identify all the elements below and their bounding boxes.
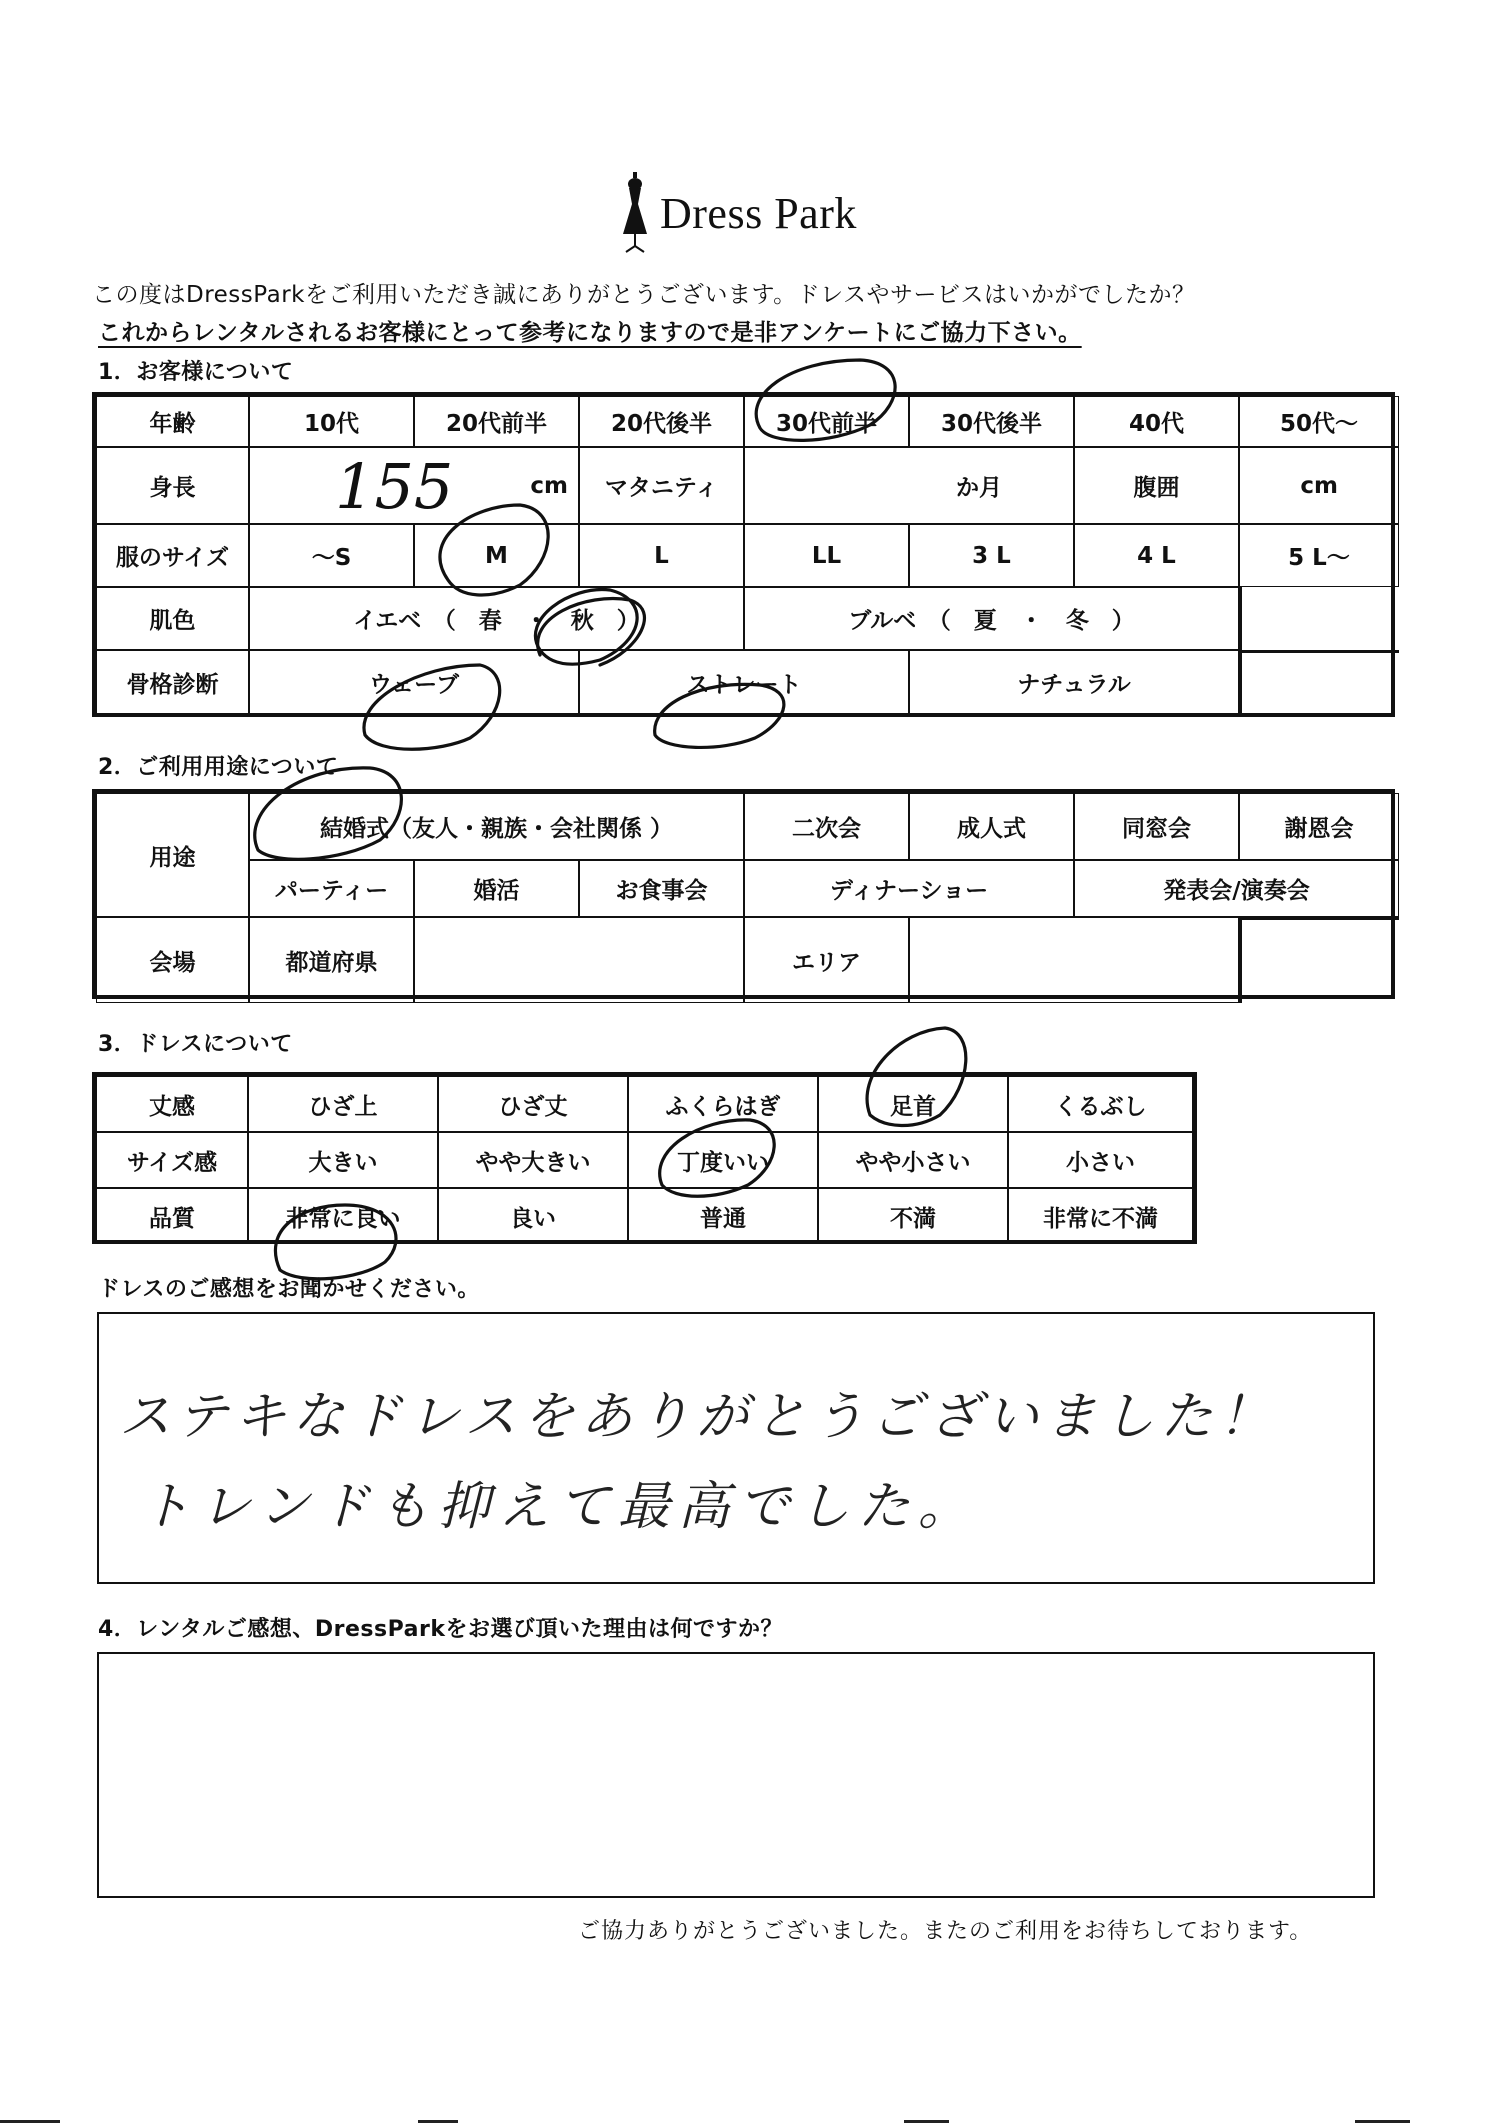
- fit-option[interactable]: やや小さい: [818, 1132, 1008, 1188]
- length-label: 丈感: [96, 1076, 248, 1132]
- age-option[interactable]: 10代: [249, 396, 414, 447]
- size-label: 服のサイズ: [96, 524, 249, 587]
- area-field[interactable]: [909, 917, 1239, 1003]
- purpose-option[interactable]: お食事会: [579, 860, 744, 917]
- fit-option-selected[interactable]: 丁度いい: [628, 1132, 818, 1188]
- height-field[interactable]: [249, 447, 579, 524]
- purpose-option[interactable]: 同窓会: [1074, 793, 1239, 860]
- section2-title: 2．ご利用用途について: [98, 755, 339, 780]
- impressions-handwritten-line2: トレンドも抑えて最高でした。: [139, 1477, 978, 1537]
- age-option[interactable]: 20代後半: [579, 396, 744, 447]
- fit-label: サイズ感: [96, 1132, 248, 1188]
- empty-cell: [1239, 650, 1399, 715]
- purpose-table: [92, 789, 1395, 999]
- size-option[interactable]: 3 L: [909, 524, 1074, 587]
- size-option[interactable]: L: [579, 524, 744, 587]
- footer-thanks: ご協力ありがとうございました。またのご利用をお待ちしております。: [578, 1919, 1313, 1944]
- skin-blue-base[interactable]: ブルベ （ 夏 ・ 冬 ）: [744, 587, 1239, 650]
- purpose-label: 用途: [96, 793, 249, 917]
- fit-option[interactable]: やや大きい: [438, 1132, 628, 1188]
- height-handwritten-value: 155: [335, 450, 454, 523]
- impressions-handwritten-line1: ステキなドレスをありがとうございました！: [119, 1387, 1277, 1447]
- size-option[interactable]: LL: [744, 524, 909, 587]
- scan-artifact: [418, 2120, 458, 2123]
- intro-request: これからレンタルされるお客様にとって参考になりますので是非アンケートにご協力下さい。: [98, 320, 1082, 346]
- prefecture-field[interactable]: [414, 917, 744, 1003]
- section4-title: 4．レンタルご感想、DressParkをお選び頂いた理由は何ですか？: [98, 1617, 783, 1642]
- venue-label: 会場: [96, 917, 249, 1003]
- waist-unit: cm: [1300, 472, 1338, 499]
- waist-field[interactable]: [1239, 447, 1399, 524]
- age-option[interactable]: 30代後半: [909, 396, 1074, 447]
- reason-box[interactable]: [97, 1652, 1375, 1898]
- skin-yellow-base[interactable]: イエベ （ 春 ・ 秋 ）: [249, 587, 744, 650]
- area-label: エリア: [744, 917, 909, 1003]
- size-option[interactable]: ～S: [249, 524, 414, 587]
- fit-option[interactable]: 小さい: [1008, 1132, 1193, 1188]
- body-type-wave[interactable]: ウェーブ: [249, 650, 579, 715]
- size-option-selected[interactable]: M: [414, 524, 579, 587]
- scan-artifact: [1355, 2120, 1410, 2123]
- brand-name: Dress Park: [660, 188, 857, 238]
- brand-logo: [620, 168, 857, 258]
- age-option[interactable]: 20代前半: [414, 396, 579, 447]
- impressions-label: ドレスのご感想をお聞かせください。: [98, 1277, 480, 1302]
- impressions-box[interactable]: [97, 1312, 1375, 1584]
- customer-table: [92, 392, 1395, 717]
- height-unit: cm: [530, 472, 568, 499]
- body-type-label: 骨格診断: [96, 650, 249, 715]
- purpose-option[interactable]: 婚活: [414, 860, 579, 917]
- dress-mannequin-icon: [620, 172, 650, 254]
- scan-artifact: [904, 2120, 949, 2123]
- intro-text: この度はDressParkをご利用いただき誠にありがとうございます。ドレスやサービスはいかがでしたか？: [92, 282, 1196, 308]
- quality-option-selected[interactable]: 非常に良い: [248, 1188, 438, 1244]
- length-option-selected[interactable]: 足首: [818, 1076, 1008, 1132]
- dress-table: [92, 1072, 1197, 1244]
- age-label: 年齢: [96, 396, 249, 447]
- scan-artifact: [0, 2120, 60, 2123]
- prefecture-label: 都道府県: [249, 917, 414, 1003]
- age-option-selected[interactable]: 30代前半: [744, 396, 909, 447]
- purpose-wedding[interactable]: 結婚式（友人・親族・会社関係 ）: [249, 793, 744, 860]
- body-type-natural[interactable]: ナチュラル: [909, 650, 1239, 715]
- age-option[interactable]: 50代～: [1239, 396, 1399, 447]
- section3-title: 3．ドレスについて: [98, 1032, 293, 1057]
- quality-option[interactable]: 普通: [628, 1188, 818, 1244]
- length-option[interactable]: ひざ上: [248, 1076, 438, 1132]
- maternity-unit: か月: [956, 475, 1002, 501]
- empty-cell: [1239, 917, 1399, 1003]
- size-option[interactable]: 4 L: [1074, 524, 1239, 587]
- purpose-option[interactable]: ディナーショー: [744, 860, 1074, 917]
- maternity-field[interactable]: [744, 447, 1074, 524]
- waist-label: 腹囲: [1074, 447, 1239, 524]
- size-option[interactable]: 5 L～: [1239, 524, 1399, 587]
- purpose-option[interactable]: 発表会/演奏会: [1074, 860, 1399, 917]
- length-option[interactable]: ひざ丈: [438, 1076, 628, 1132]
- purpose-option[interactable]: 謝恩会: [1239, 793, 1399, 860]
- quality-label: 品質: [96, 1188, 248, 1244]
- body-type-straight[interactable]: ストレート: [579, 650, 909, 715]
- maternity-label: マタニティ: [579, 447, 744, 524]
- length-option[interactable]: ふくらはぎ: [628, 1076, 818, 1132]
- age-option[interactable]: 40代: [1074, 396, 1239, 447]
- fit-option[interactable]: 大きい: [248, 1132, 438, 1188]
- skin-label: 肌色: [96, 587, 249, 650]
- height-label: 身長: [96, 447, 249, 524]
- section1-title: 1．お客様について: [98, 360, 294, 385]
- quality-option[interactable]: 非常に不満: [1008, 1188, 1193, 1244]
- purpose-option[interactable]: 成人式: [909, 793, 1074, 860]
- quality-option[interactable]: 良い: [438, 1188, 628, 1244]
- length-option[interactable]: くるぶし: [1008, 1076, 1193, 1132]
- quality-option[interactable]: 不満: [818, 1188, 1008, 1244]
- empty-cell: [1239, 587, 1399, 650]
- purpose-option[interactable]: パーティー: [249, 860, 414, 917]
- purpose-option[interactable]: 二次会: [744, 793, 909, 860]
